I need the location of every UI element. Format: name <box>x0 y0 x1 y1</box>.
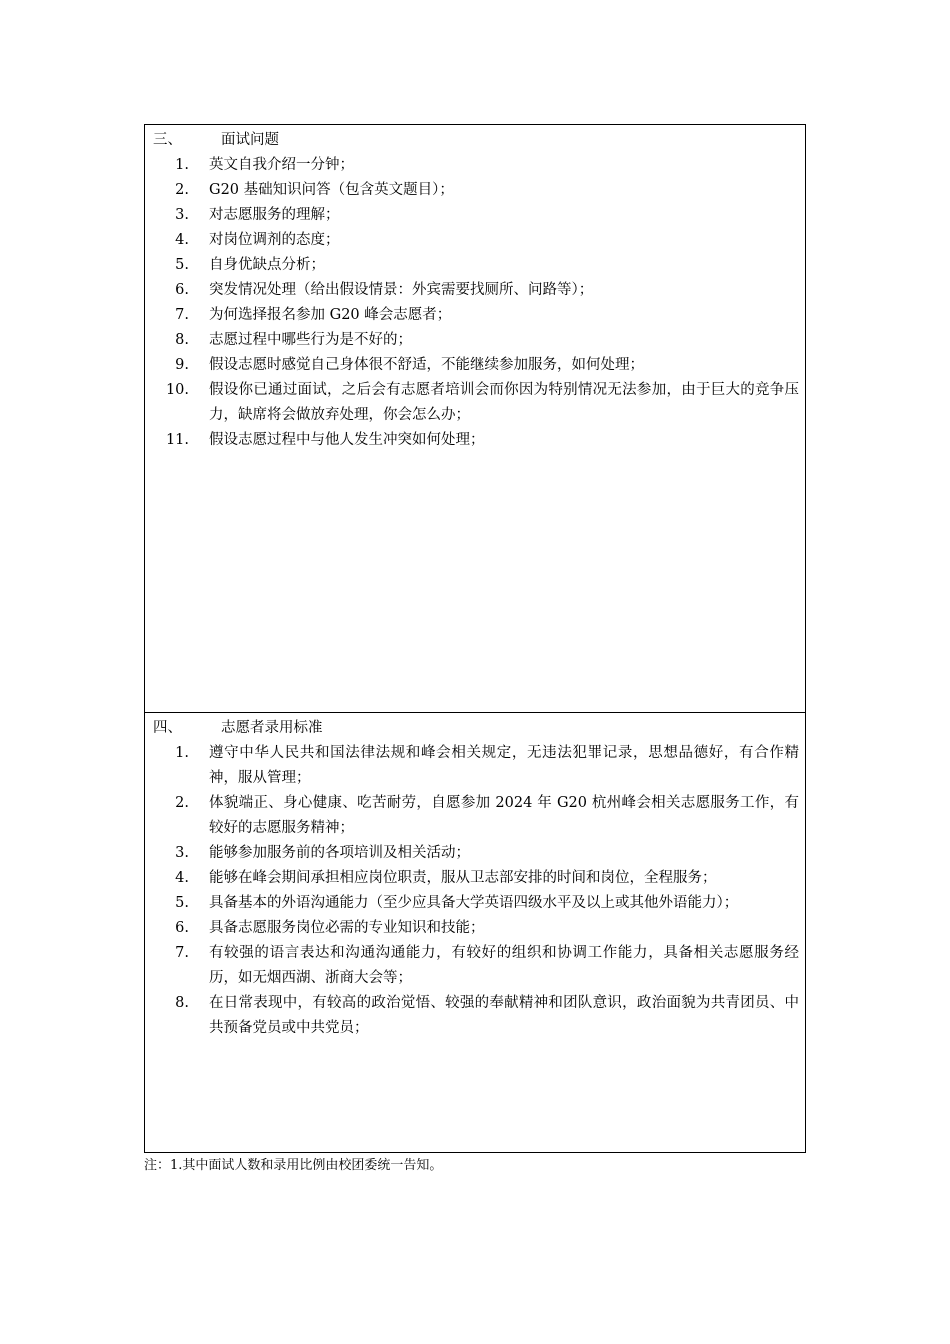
footnote: 注：1.其中面试人数和录用比例由校团委统一告知。 <box>144 1158 443 1173</box>
item-text: 突发情况处理（给出假设情景：外宾需要找厕所、问路等）； <box>209 282 594 298</box>
list-item <box>145 153 807 178</box>
list-item <box>145 741 807 791</box>
item-text: 能够参加服务前的各项培训及相关活动； <box>209 845 470 861</box>
item-text: 对志愿服务的理解； <box>209 207 340 223</box>
list-item <box>145 353 807 378</box>
admission-criteria-list <box>145 741 807 1041</box>
item-number: 4. <box>175 870 189 886</box>
list-item <box>145 303 807 328</box>
list-item <box>145 916 807 941</box>
list-item <box>145 791 807 841</box>
list-item <box>145 228 807 253</box>
item-number: 8. <box>175 332 189 348</box>
list-item <box>145 378 807 428</box>
item-text: 对岗位调剂的态度； <box>209 232 340 248</box>
item-text: G20 基础知识问答（包含英文题目）； <box>209 182 454 198</box>
item-number: 5. <box>175 257 189 273</box>
section-heading-criteria <box>153 717 323 739</box>
list-item <box>145 891 807 916</box>
item-number: 11. <box>165 432 189 448</box>
interview-questions-cell <box>145 125 805 713</box>
section-title: 志愿者录用标准 <box>221 720 323 736</box>
list-item <box>145 991 807 1041</box>
list-item <box>145 866 807 891</box>
item-text: 自身优缺点分析； <box>209 257 325 273</box>
item-text: 能够在峰会期间承担相应岗位职责，服从卫志部安排的时间和岗位，全程服务； <box>209 870 717 886</box>
item-text: 在日常表现中，有较高的政治觉悟、较强的奉献精神和团队意识，政治面貌为共青团员、中共预备党员或中共党员； <box>209 995 799 1036</box>
item-text: 英文自我介绍一分钟； <box>209 157 354 173</box>
item-number: 5. <box>175 895 189 911</box>
item-text: 有较强的语言表达和沟通沟通能力，有较好的组织和协调工作能力，具备相关志愿服务经历，如无烟西湖、浙商大会等； <box>209 945 799 986</box>
section-number: 四、 <box>153 720 182 736</box>
list-item <box>145 278 807 303</box>
list-item <box>145 253 807 278</box>
item-number: 8. <box>175 995 189 1011</box>
list-item <box>145 203 807 228</box>
item-text: 遵守中华人民共和国法律法规和峰会相关规定，无违法犯罪记录，思想品德好，有合作精神，服从管理； <box>209 745 799 786</box>
list-item <box>145 428 807 453</box>
item-number: 4. <box>175 232 189 248</box>
list-item <box>145 178 807 203</box>
item-number: 2. <box>175 182 189 198</box>
section-title: 面试问题 <box>221 132 279 148</box>
list-item <box>145 941 807 991</box>
item-text: 体貌端正、身心健康、吃苦耐劳，自愿参加 2024 年 G20 杭州峰会相关志愿服务工作，有较好的志愿服务精神； <box>209 795 799 836</box>
section-number: 三、 <box>153 132 182 148</box>
item-number: 3. <box>175 845 189 861</box>
item-number: 7. <box>175 307 189 323</box>
item-number: 2. <box>175 795 189 811</box>
item-number: 9. <box>175 357 189 373</box>
item-text: 志愿过程中哪些行为是不好的； <box>209 332 412 348</box>
item-number: 6. <box>175 282 189 298</box>
item-number: 1. <box>175 157 189 173</box>
admission-criteria-cell <box>145 713 805 1152</box>
item-text: 假设志愿时感觉自己身体很不舒适，不能继续参加服务，如何处理； <box>209 357 644 373</box>
item-text: 为何选择报名参加 G20 峰会志愿者； <box>209 307 452 323</box>
item-text: 假设志愿过程中与他人发生冲突如何处理； <box>209 432 485 448</box>
item-number: 10. <box>165 382 189 398</box>
item-text: 具备志愿服务岗位必需的专业知识和技能； <box>209 920 485 936</box>
list-item <box>145 328 807 353</box>
list-item <box>145 841 807 866</box>
item-number: 1. <box>175 745 189 761</box>
form-table <box>144 124 806 1153</box>
item-text: 具备基本的外语沟通能力（至少应具备大学英语四级水平及以上或其他外语能力）； <box>209 895 739 911</box>
interview-question-list <box>145 153 807 453</box>
section-heading-interview <box>153 129 279 151</box>
item-number: 7. <box>175 945 189 961</box>
item-number: 6. <box>175 920 189 936</box>
item-number: 3. <box>175 207 189 223</box>
item-text: 假设你已通过面试，之后会有志愿者培训会而你因为特别情况无法参加，由于巨大的竞争压力，缺席将会做放弃处理，你会怎么办； <box>209 382 799 423</box>
